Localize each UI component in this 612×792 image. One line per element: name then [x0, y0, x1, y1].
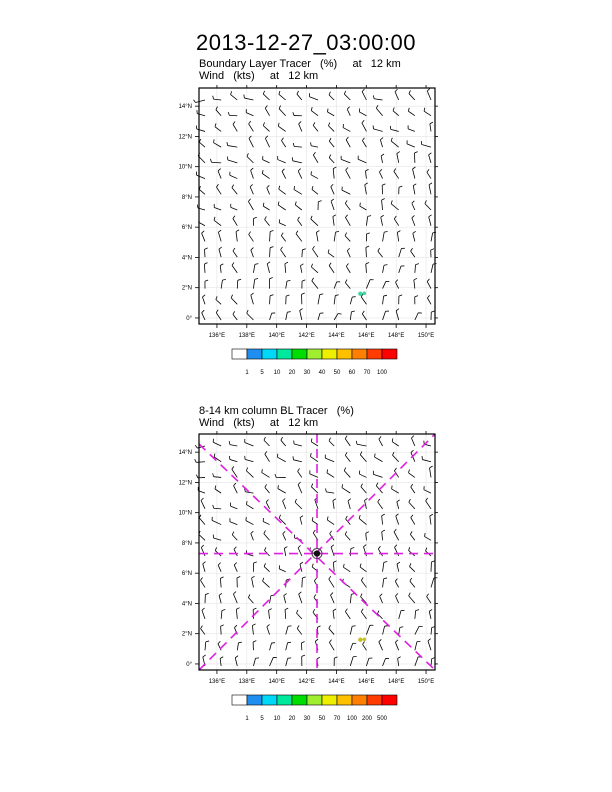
colorbar-box [337, 695, 352, 705]
wind-barb [317, 626, 320, 635]
wind-barb [350, 626, 355, 635]
wind-barb [327, 469, 334, 477]
x-tick-label: 140°E [268, 679, 285, 685]
wind-barb [270, 657, 277, 666]
colorbar-label: 40 [318, 370, 326, 376]
wind-barb [230, 518, 237, 524]
wind-barb [411, 515, 415, 525]
wind-barb [409, 499, 415, 509]
wind-barb [284, 547, 287, 556]
colorbar-label: 70 [333, 716, 341, 722]
wind-barb [392, 486, 399, 494]
wind-barb [356, 441, 366, 446]
wind-barb [236, 608, 239, 619]
wind-barb [283, 531, 286, 540]
wind-barb [279, 515, 286, 525]
wind-barb [237, 577, 240, 588]
wind-barb [366, 625, 373, 634]
wind-barb [409, 593, 415, 603]
x-tick-label: 142°E [298, 679, 315, 685]
wind-barb [293, 456, 302, 461]
wind-barb [342, 484, 350, 493]
y-tick-label: 0° [186, 661, 192, 668]
colorbar-box [292, 695, 307, 705]
wind-barb [382, 514, 385, 524]
y-tick-label: 8°N [181, 194, 192, 201]
colorbar-label: 100 [376, 370, 388, 376]
x-tick-label: 144°E [328, 333, 345, 339]
wind-barb [265, 451, 270, 461]
bottom-panel-subtitle-2: Wind (kts) at 12 km [199, 417, 319, 429]
wind-barb [281, 437, 286, 446]
x-tick-label: 150°E [417, 679, 435, 685]
wind-barb [395, 579, 398, 588]
wind-barb [203, 562, 206, 572]
wind-barb [329, 576, 334, 587]
y-tick-label: 6°N [181, 571, 192, 578]
wind-barb [298, 482, 302, 493]
wind-barb [345, 609, 350, 619]
colorbar-box [262, 695, 277, 705]
wind-barb [383, 658, 389, 666]
wind-barb [294, 440, 302, 446]
wind-barb [350, 594, 354, 604]
y-tick-label: 14°N [178, 104, 192, 111]
wind-barb [350, 643, 356, 650]
wind-barb [251, 531, 254, 540]
wind-barb [410, 531, 415, 540]
wind-barb [279, 565, 285, 571]
wind-barb [245, 456, 254, 462]
wind-barb [200, 577, 205, 587]
colorbar-label: 500 [376, 716, 388, 722]
wind-barb [361, 609, 366, 619]
wind-barb [394, 468, 398, 477]
wind-barb [283, 499, 286, 509]
wind-barb [221, 610, 225, 619]
wind-barb [360, 452, 366, 462]
x-tick-label: 148°E [387, 333, 405, 339]
wind-barb [297, 625, 302, 634]
wind-barb [329, 438, 334, 446]
wind-barb [380, 594, 383, 603]
wind-barb [373, 471, 382, 478]
wind-barb [201, 498, 205, 509]
wind-barb [229, 441, 237, 446]
wind-barb [234, 483, 238, 493]
wind-barb [428, 639, 431, 651]
wind-barb [295, 499, 302, 509]
wind-barb [215, 486, 221, 494]
x-tick-label: 150°E [417, 333, 435, 339]
colorbar-box [367, 695, 382, 705]
wind-barb [253, 658, 259, 666]
wind-barb [363, 641, 367, 650]
y-tick-label: 14°N [178, 450, 192, 457]
wind-barb [360, 564, 366, 572]
y-tick-label: 2°N [181, 285, 192, 292]
wind-barb [245, 439, 254, 446]
wind-barb [411, 484, 415, 493]
wind-barb [392, 438, 399, 446]
x-tick-label: 148°E [387, 679, 405, 685]
colorbar-box [247, 695, 262, 705]
colorbar-box [382, 695, 397, 705]
wind-barb [382, 530, 385, 540]
wind-barb [333, 561, 336, 572]
top-panel-subtitle-2: Wind (kts) at 12 km [199, 70, 319, 82]
wind-barb [426, 548, 431, 556]
wind-barb [326, 488, 335, 493]
y-tick-label: 12°N [178, 480, 192, 487]
wind-barb [199, 515, 205, 525]
wind-barb [345, 436, 350, 446]
wind-barb [277, 454, 285, 462]
wind-barb [264, 563, 269, 571]
wind-barb [286, 658, 291, 666]
wind-barb [235, 656, 238, 666]
wind-barb [220, 657, 223, 666]
wind-barb [201, 626, 205, 635]
wind-barb [345, 452, 350, 461]
wind-barb [201, 545, 205, 556]
colorbar-box [307, 695, 322, 705]
x-tick-label: 142°E [298, 333, 315, 339]
wind-barb [344, 468, 350, 478]
wind-barb [219, 593, 222, 603]
wind-barb [350, 657, 356, 666]
wind-barb [199, 531, 205, 540]
wind-barb [300, 516, 303, 525]
wind-barb [383, 626, 388, 635]
wind-barb [345, 531, 350, 540]
wind-barb [383, 562, 388, 572]
wind-barb [286, 642, 291, 650]
colorbar-label: 30 [303, 716, 311, 722]
colorbar-label: 50 [333, 370, 341, 376]
colorbar-label: 30 [303, 370, 311, 376]
wind-barb [265, 484, 270, 493]
wind-barb [334, 657, 337, 666]
wind-barb [253, 641, 256, 651]
wind-barb [375, 454, 383, 462]
wind-barb [397, 562, 400, 572]
wind-barb [409, 470, 415, 478]
colorbar-box [322, 695, 337, 705]
wind-barb [431, 561, 435, 572]
wind-barb [195, 459, 205, 462]
wind-barb [325, 455, 334, 462]
wind-barb [333, 499, 336, 509]
x-tick-label: 140°E [268, 333, 285, 339]
wind-barb [263, 518, 269, 525]
wind-barb [301, 642, 304, 651]
y-tick-label: 6°N [181, 225, 192, 232]
colorbar-box [277, 695, 292, 705]
wind-barb [205, 593, 209, 603]
wind-barb [343, 564, 350, 572]
x-tick-label: 136°E [208, 333, 226, 339]
colorbar-label: 50 [318, 716, 326, 722]
wind-barb [378, 546, 382, 556]
wind-barb [234, 563, 237, 572]
wind-barb [298, 545, 302, 556]
wind-barb [359, 471, 366, 478]
colorbar-label: 200 [361, 716, 373, 722]
wind-barb [253, 562, 256, 572]
tracer-spot [363, 637, 367, 641]
wind-barb [284, 594, 287, 604]
y-tick-label: 4°N [181, 255, 192, 262]
wind-barb [267, 624, 270, 634]
y-tick-label: 4°N [181, 601, 192, 608]
wind-barb [431, 578, 437, 588]
wind-barb [426, 498, 431, 509]
wind-barb [270, 595, 275, 603]
wind-barb [383, 578, 387, 587]
wind-barb [252, 624, 255, 635]
colorbar-label: 60 [348, 370, 356, 376]
wind-barb [232, 532, 237, 541]
wind-barb [424, 486, 431, 493]
wind-barb [269, 609, 272, 619]
center-marker [314, 550, 320, 556]
wind-barb [246, 468, 253, 478]
y-tick-label: 10°N [178, 164, 192, 171]
wind-barb [231, 503, 238, 509]
colorbar-label: 10 [273, 370, 281, 376]
wind-barb [410, 578, 415, 587]
wind-barb [379, 639, 383, 650]
wind-barb [422, 456, 431, 462]
wind-barb [262, 469, 270, 477]
x-tick-label: 136°E [208, 679, 226, 685]
wind-barb [264, 530, 270, 540]
colorbar-label: 1 [245, 716, 249, 722]
colorbar-label: 10 [273, 716, 281, 722]
wind-barb [398, 657, 401, 666]
wind-barb [263, 578, 270, 588]
wind-barb [202, 608, 205, 619]
colorbar-box [232, 695, 247, 705]
wind-barb [409, 547, 415, 556]
wind-barb [285, 608, 288, 619]
figure-title: 2013-12-27_03:00:00 [196, 30, 416, 55]
wind-barb [296, 610, 301, 619]
wind-barb [264, 437, 270, 446]
wind-barb [234, 547, 237, 556]
top-panel-subtitle-1: Boundary Layer Tracer (%) at 12 km [199, 58, 401, 70]
colorbar-label: 1 [245, 370, 249, 376]
wind-barb [278, 485, 286, 493]
x-tick-label: 144°E [328, 679, 345, 685]
wind-barb [205, 641, 209, 650]
wind-barb [378, 499, 383, 509]
wind-barb [299, 592, 302, 603]
wind-barb [327, 517, 334, 525]
colorbar-label: 5 [260, 716, 264, 722]
wind-barb [298, 468, 302, 477]
wind-barb [302, 577, 306, 588]
wind-barb [220, 577, 223, 588]
wind-barb [312, 517, 318, 524]
wind-barb [333, 609, 336, 619]
colorbar-box [352, 695, 367, 705]
wind-barb [393, 452, 399, 462]
wind-barb [218, 563, 221, 572]
y-tick-label: 2°N [181, 631, 192, 638]
wind-barb [246, 501, 253, 509]
wind-barb [427, 594, 431, 603]
wind-barb [286, 626, 292, 635]
tracer-spot [358, 638, 362, 642]
x-tick-label: 138°E [238, 679, 256, 685]
y-tick-label: 10°N [178, 510, 192, 517]
wind-barb [237, 642, 242, 650]
wind-barb [300, 562, 303, 572]
colorbar-label: 20 [288, 370, 296, 376]
wind-barb [379, 436, 383, 446]
wind-barb [411, 436, 414, 446]
wind-barb [329, 625, 334, 634]
wind-barb [399, 610, 405, 619]
wind-barb [264, 547, 269, 556]
wind-barb [196, 475, 205, 478]
wind-barb [248, 594, 253, 603]
wind-barb [230, 456, 238, 462]
wind-barb [415, 610, 419, 619]
wind-barb [361, 577, 366, 587]
wind-barb [348, 499, 351, 509]
colorbar-label: 20 [288, 716, 296, 722]
wind-barb [331, 545, 334, 556]
wind-barb [350, 548, 354, 556]
wind-barb [415, 626, 423, 634]
wind-barb [366, 658, 372, 666]
wind-barb [221, 625, 224, 635]
wind-barb [215, 547, 221, 556]
y-tick-label: 12°N [178, 134, 192, 141]
wind-barb [302, 655, 305, 666]
wind-barb [366, 532, 369, 541]
colorbar-label: 5 [260, 370, 264, 376]
colorbar-label: 70 [363, 370, 371, 376]
colorbar-label: 100 [346, 716, 358, 722]
wind-barb [425, 533, 431, 540]
wind-barb [397, 500, 400, 509]
y-tick-label: 8°N [181, 540, 192, 547]
x-tick-label: 138°E [238, 333, 256, 339]
wind-barb [331, 593, 335, 604]
wind-barb [430, 466, 433, 477]
bottom-panel-subtitle-1: 8-14 km column BL Tracer (%) [199, 405, 354, 417]
x-tick-label: 146°E [358, 333, 375, 339]
y-tick-label: 0° [186, 315, 192, 322]
wind-barb [430, 514, 433, 524]
wind-barb [415, 641, 421, 650]
wind-barb [266, 500, 269, 509]
wind-barb [252, 576, 255, 587]
wind-barb [233, 592, 237, 604]
wind-barb [415, 657, 422, 666]
wind-barb [329, 640, 334, 651]
wind-barb [410, 563, 415, 571]
wind-barb [361, 484, 367, 493]
wind-barb [270, 643, 275, 651]
wind-barb [359, 515, 366, 524]
wind-barb [212, 517, 221, 525]
x-tick-label: 146°E [358, 679, 375, 685]
wind-barb [429, 609, 432, 618]
